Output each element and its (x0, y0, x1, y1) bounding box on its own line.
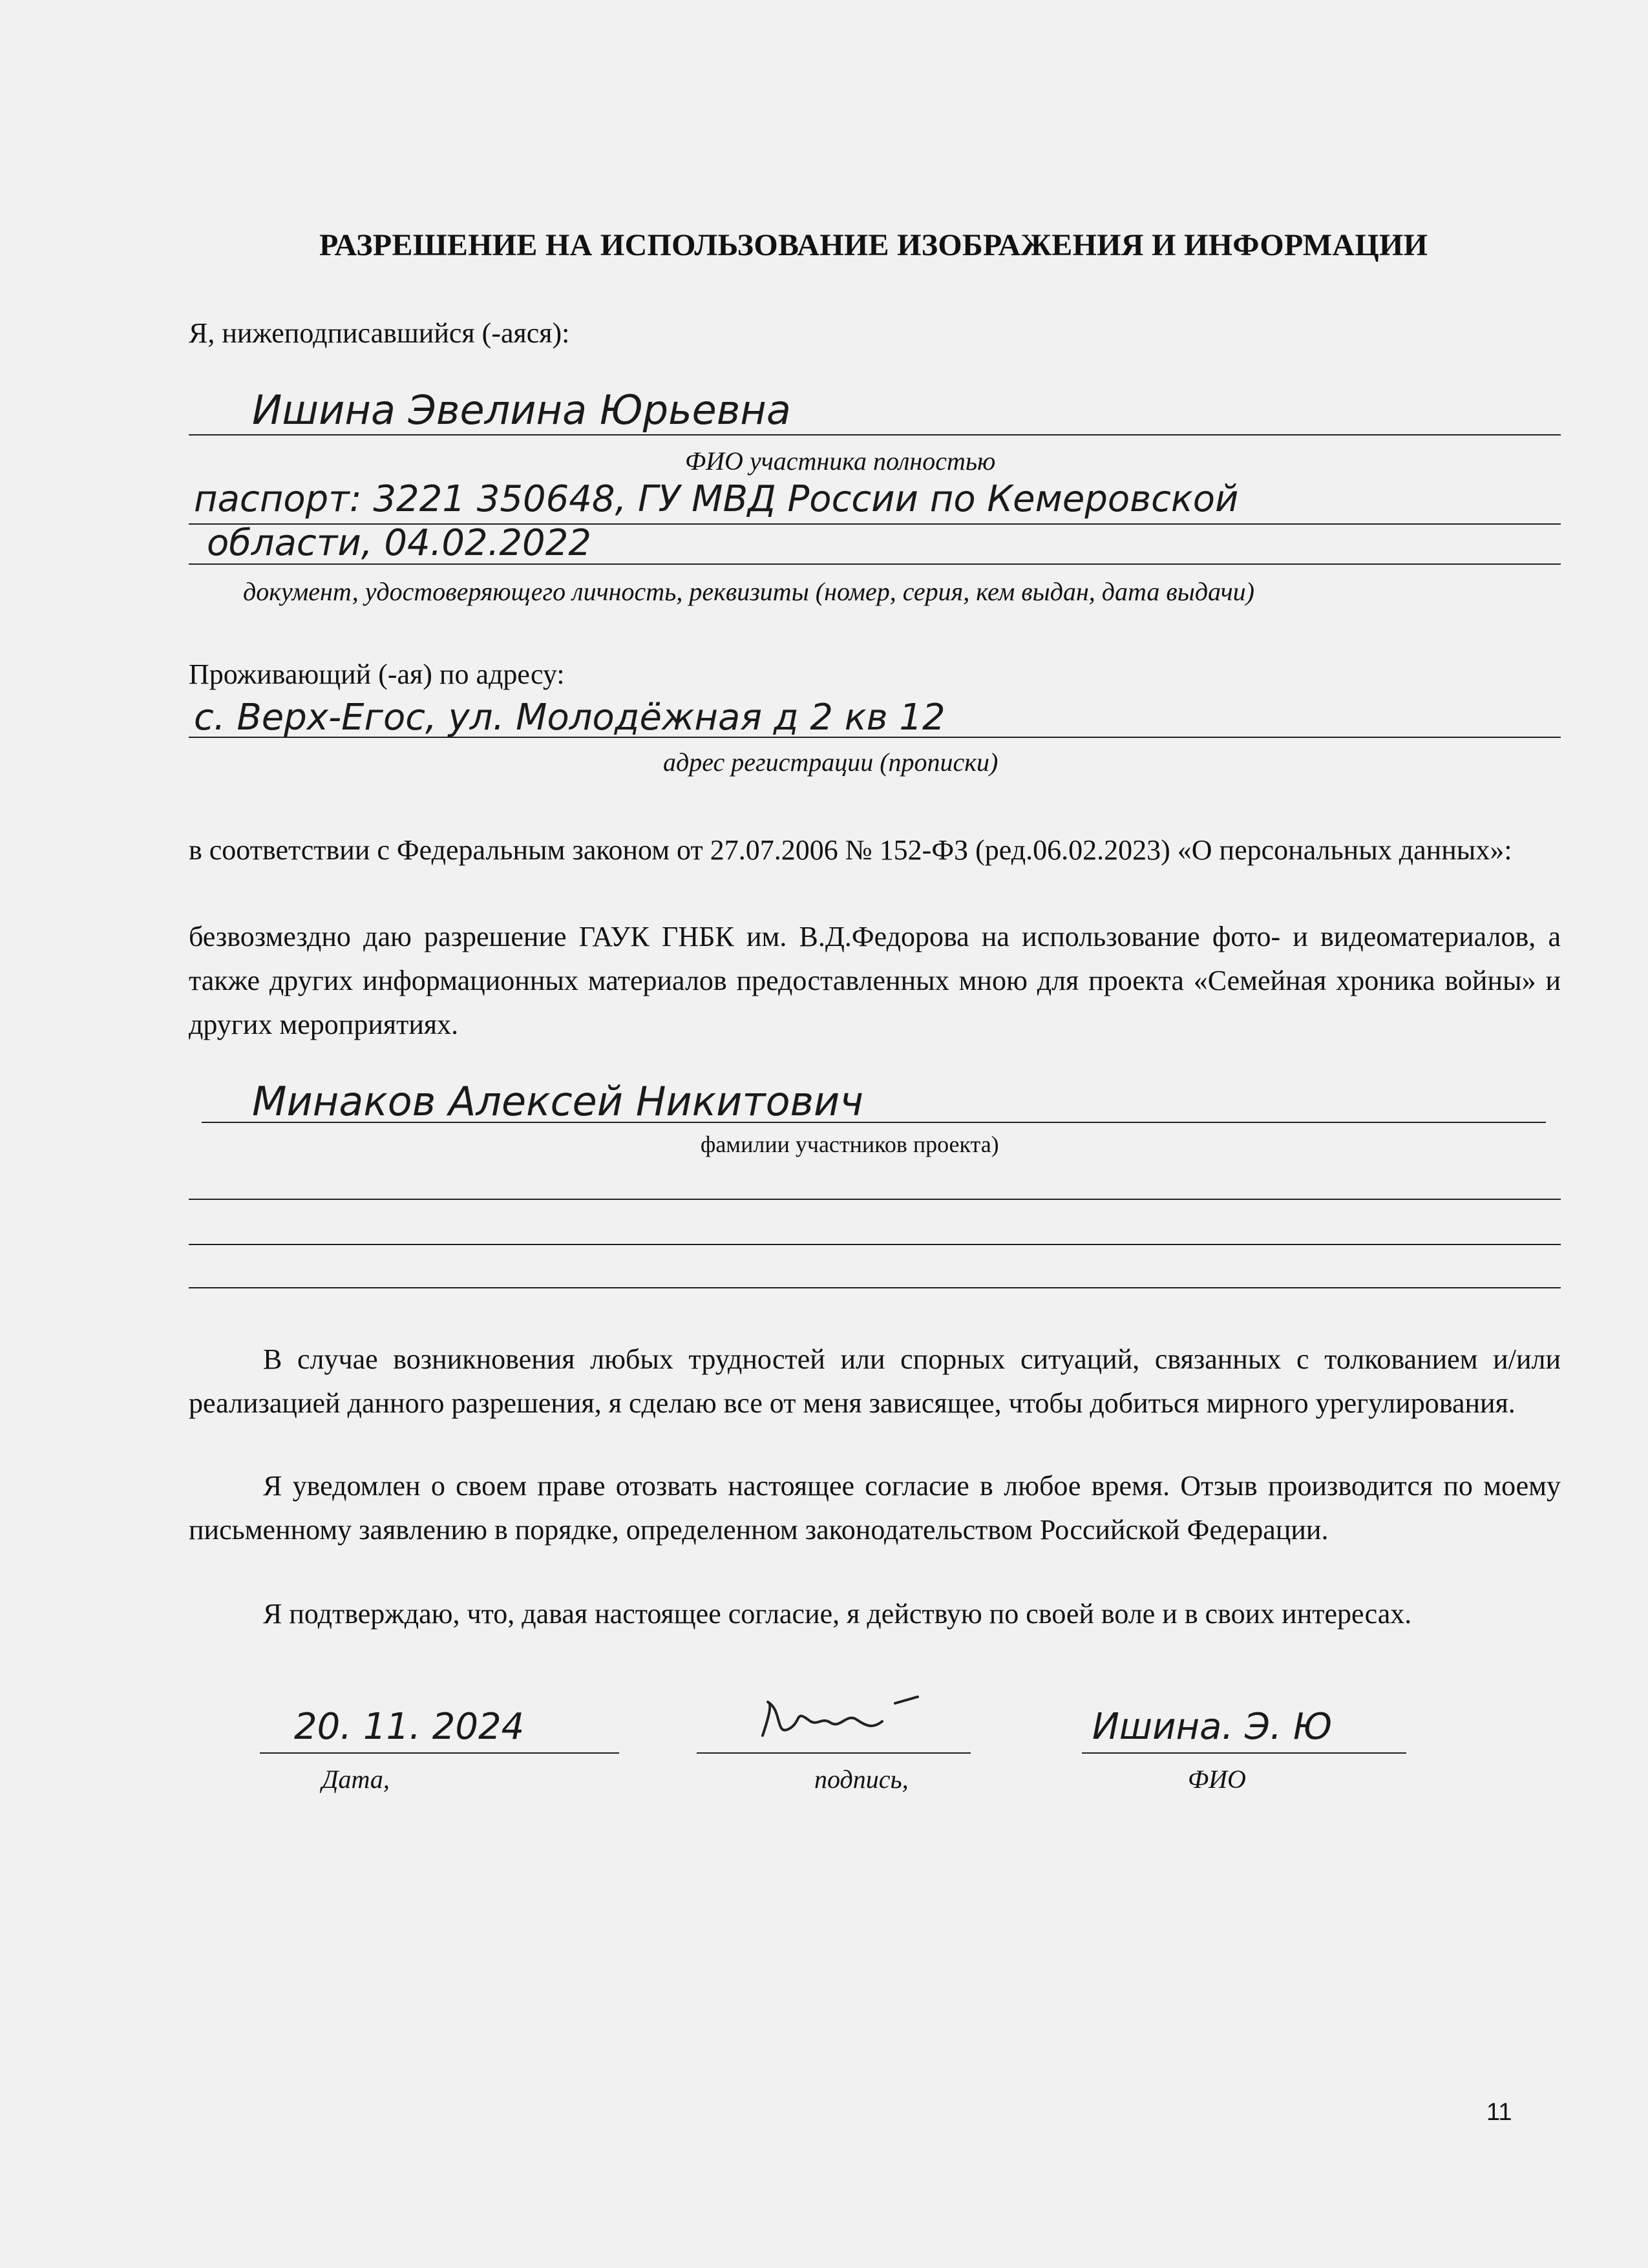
signature-image (743, 1690, 937, 1755)
participant-name-line (189, 434, 1561, 436)
project-participants-handwritten: Минаков Алексей Никитович (252, 1078, 863, 1125)
blank-line-2 (189, 1244, 1561, 1245)
date-handwritten: 20. 11. 2024 (294, 1706, 525, 1748)
signature-caption: подпись, (814, 1765, 909, 1794)
address-line (189, 737, 1561, 738)
address-label: Проживающий (-ая) по адресу: (189, 658, 565, 690)
project-participants-caption: фамилии участников проекта) (701, 1131, 999, 1157)
document-line2 (189, 563, 1561, 565)
fio-handwritten: Ишина. Э. Ю (1092, 1706, 1333, 1748)
document-caption: документ, удостоверяющего личность, реквизиты (номер, серия, кем выдан, дата выдачи) (243, 577, 1254, 606)
page-number: 11 (1486, 2099, 1512, 2126)
intro-label: Я, нижеподписавшийся (-аяся): (189, 317, 570, 349)
document-line1-handwritten: паспорт: 3221 350648, ГУ МВД России по Кемеровской (194, 478, 1239, 520)
blank-line-3 (189, 1287, 1561, 1288)
document-title: РАЗРЕШЕНИЕ НА ИСПОЛЬЗОВАНИЕ ИЗОБРАЖЕНИЯ И ИНФОРМАЦИИ (319, 228, 1428, 262)
paragraph-confirmation: Я подтверждаю, что, давая настоящее согласие, я действую по своей воле и в своих интересах. (263, 1598, 1412, 1630)
blank-line-1 (189, 1199, 1561, 1200)
fio-line (1082, 1752, 1406, 1754)
law-paragraph: в соответствии с Федеральным законом от 27.07.2006 № 152-ФЗ (ред.06.02.2023) «О персональных данных»: (189, 834, 1512, 866)
participant-name-caption: ФИО участника полностью (685, 446, 996, 476)
participant-name-handwritten: Ишина Эвелина Юрьевна (252, 386, 791, 434)
project-participants-line (202, 1122, 1546, 1123)
address-handwritten: с. Верх-Егос, ул. Молодёжная д 2 кв 12 (194, 697, 945, 739)
paragraph-disputes: В случае возникновения любых трудностей или спорных ситуаций, связанных с толкованием и/или реализацией данного разрешения, я сделаю все от меня зависящее, чтобы добиться мирного урегулирования. (189, 1343, 1561, 1419)
paragraph-revocation: Я уведомлен о своем праве отозвать настоящее согласие в любое время. Отзыв производится по моему письменному заявлению в порядке, определенном законодательством Российской Федерации. (189, 1470, 1561, 1546)
date-line (260, 1752, 619, 1754)
signature-line (697, 1752, 971, 1754)
permission-paragraph: безвозмездно даю разрешение ГАУК ГНБК им. В.Д.Федорова на использование фото- и видеоматериалов, а также других информационных материалов предоставленных мною для проекта «Семейная хроника войны» и других мероприятиях. (189, 921, 1561, 1040)
date-caption: Дата, (322, 1765, 390, 1794)
document-line2-handwritten: области, 04.02.2022 (207, 522, 591, 564)
address-caption: адрес регистрации (прописки) (663, 748, 998, 777)
fio-caption: ФИО (1188, 1765, 1246, 1794)
